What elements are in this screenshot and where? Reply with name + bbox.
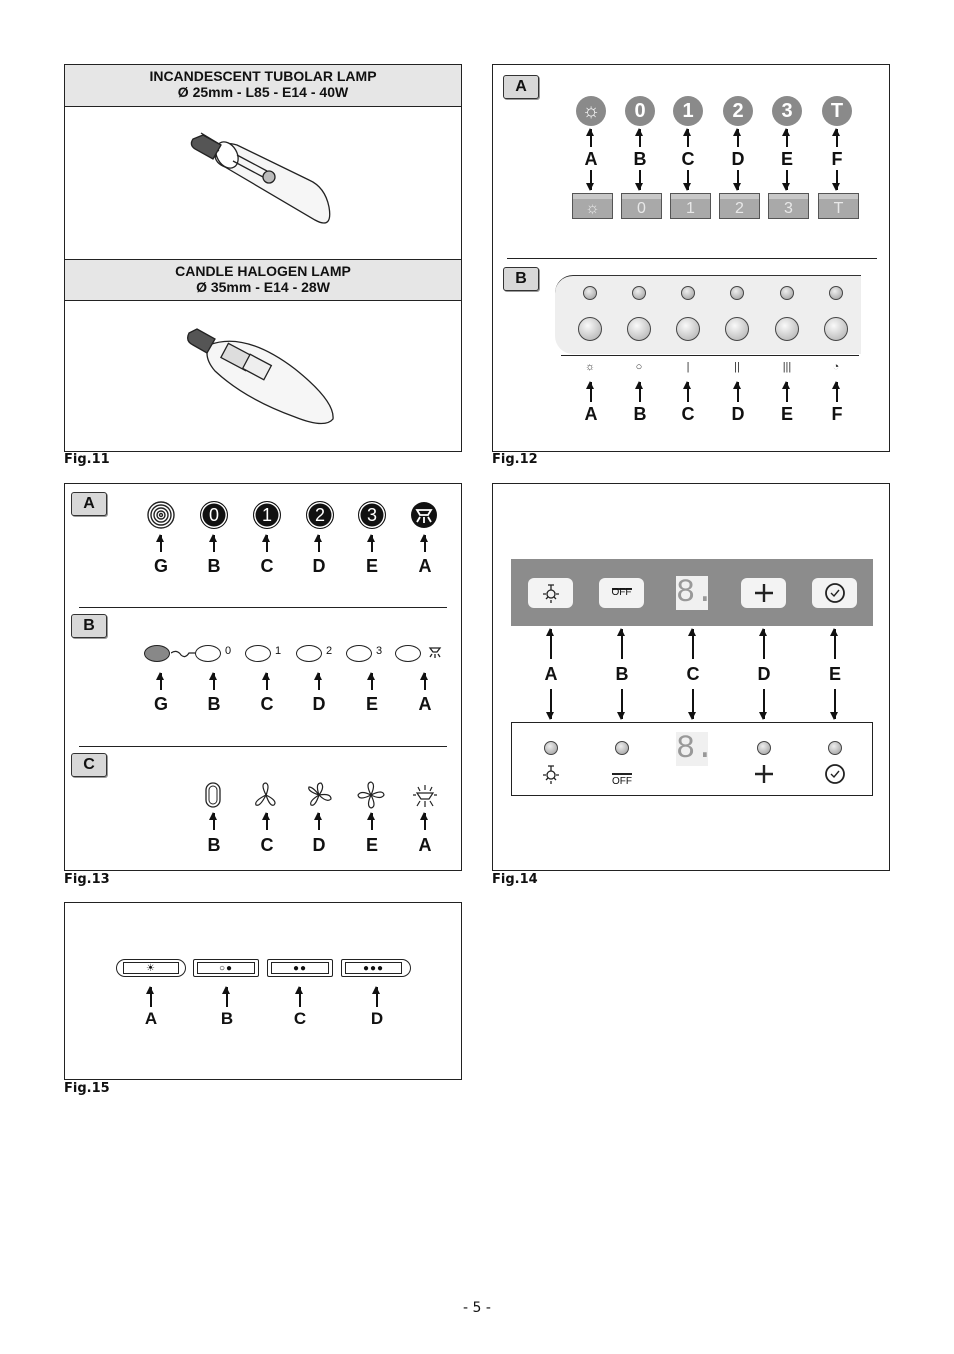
seven-segment-display: 8. — [676, 574, 715, 611]
fig13-c-label: D — [312, 835, 326, 855]
fan-4-blade-icon — [357, 781, 385, 809]
arrow — [424, 813, 426, 830]
fig14-frame — [492, 483, 890, 871]
speed-0-key: 0 — [621, 193, 662, 219]
lamp-icon — [427, 642, 443, 660]
arrow — [590, 170, 592, 190]
lamp1-header — [65, 65, 461, 107]
light-symbol: ☼ — [584, 361, 596, 373]
fig14-label: E — [828, 664, 841, 684]
arrow — [318, 673, 320, 690]
arrow — [692, 689, 694, 719]
arrow — [376, 987, 378, 1007]
fig14-label: A — [544, 664, 558, 684]
fig12-a-label: A — [584, 149, 598, 169]
fig13-b-label: E — [365, 694, 378, 714]
arrow — [763, 689, 765, 719]
arrow — [299, 987, 301, 1007]
hood-light-icon — [411, 781, 439, 809]
fig12-a-label: C — [681, 149, 695, 169]
button-face — [345, 962, 402, 974]
light-icon — [410, 501, 438, 529]
arrow — [687, 129, 689, 147]
fig15-frame — [64, 902, 462, 1080]
arrow — [737, 170, 739, 190]
plus-icon — [753, 763, 775, 785]
fig12-a-label: E — [780, 149, 793, 169]
light-key — [528, 578, 573, 608]
lamp2-spec: Ø 35mm - E14 - 28W — [196, 279, 330, 295]
speed-2-symbol: || — [734, 361, 740, 373]
fig12-a-label: B — [633, 149, 647, 169]
lamp-icon — [540, 582, 562, 604]
speed-0-icon: 0 — [200, 501, 228, 529]
arrow — [836, 170, 838, 190]
arrow — [213, 813, 215, 830]
off-label: OFF — [612, 776, 632, 787]
fig13-section-c-tag: C — [71, 753, 107, 777]
timer-t-symbol: T — [822, 96, 852, 126]
arrow — [639, 129, 641, 147]
fig13-a-label: C — [260, 556, 274, 576]
fig12-b-label: D — [731, 404, 745, 424]
speed-3-button — [341, 959, 411, 977]
arrow — [639, 382, 641, 402]
arrow — [266, 535, 268, 552]
arrow — [786, 170, 788, 190]
speed-3-icon: 3 — [358, 501, 386, 529]
one-dot-icon: ○● — [218, 963, 234, 974]
speed-1-key: 1 — [670, 193, 711, 219]
arrow — [737, 382, 739, 402]
speed-3-button — [775, 317, 799, 341]
arrow — [621, 689, 623, 719]
fan-2-blade-icon — [252, 781, 280, 809]
fig12-section-a-tag: A — [503, 75, 539, 99]
fig13-a-label: A — [418, 556, 432, 576]
oval-button-2 — [296, 645, 322, 662]
oval-button-3 — [346, 645, 372, 662]
button-face — [197, 962, 255, 974]
fig15-label: A — [144, 1009, 158, 1028]
connector-icon — [171, 647, 195, 659]
arrow — [737, 129, 739, 147]
led — [828, 741, 842, 755]
fig13-a-label: B — [207, 556, 221, 576]
page-number: - 5 - — [463, 1300, 491, 1316]
speed-1-button — [193, 959, 259, 977]
fig13-a-label: G — [153, 556, 168, 576]
light-button — [578, 317, 602, 341]
arrow — [424, 535, 426, 552]
oval-button-1 — [245, 645, 271, 662]
arrow — [550, 629, 552, 659]
fig13-a-label: E — [365, 556, 378, 576]
arrow — [160, 535, 162, 552]
speed-3-symbol: ||| — [782, 361, 792, 373]
led — [583, 286, 597, 300]
fig13-b-label: G — [153, 694, 168, 714]
fig12-b-label: F — [831, 404, 843, 424]
arrow — [621, 629, 623, 659]
three-dot-icon: ●●● — [362, 963, 385, 974]
speed-1-symbol: 1 — [673, 96, 703, 126]
g-oval-button — [144, 645, 170, 662]
arrow — [590, 382, 592, 402]
timer-key: T — [818, 193, 859, 219]
fig12-b-label: C — [681, 404, 695, 424]
arrow — [692, 629, 694, 659]
fig12-b-label: E — [780, 404, 793, 424]
fig12-frame — [492, 64, 890, 452]
fig13-section-b-tag: B — [71, 614, 107, 638]
fig13-c-label: E — [365, 835, 378, 855]
fig13-b-label: C — [260, 694, 274, 714]
arrow — [371, 535, 373, 552]
off-symbol: ○ — [635, 361, 643, 373]
lamp-icon — [540, 763, 562, 785]
oval-number: 1 — [275, 645, 282, 657]
oval-button-0 — [195, 645, 221, 662]
fig13-frame — [64, 483, 462, 871]
arrow — [213, 535, 215, 552]
light-key: ☼ — [572, 193, 613, 219]
arrow — [318, 535, 320, 552]
fig14-label: B — [615, 664, 629, 684]
arrow — [590, 129, 592, 147]
fig11-caption: Fig.11 — [64, 452, 110, 467]
fig12-divider — [507, 258, 877, 259]
off-button — [627, 317, 651, 341]
lamp1-spec: Ø 25mm - L85 - E14 - 40W — [177, 84, 349, 100]
fig13-divider — [79, 607, 447, 608]
oval-button-light — [395, 645, 421, 662]
fig15-label: C — [293, 1009, 307, 1028]
led — [681, 286, 695, 300]
arrow — [836, 129, 838, 147]
button-face — [271, 962, 329, 974]
speed-1-button — [676, 317, 700, 341]
arrow — [550, 689, 552, 719]
fig12-a-label: F — [831, 149, 843, 169]
fig13-caption: Fig.13 — [64, 872, 110, 887]
fig14-caption: Fig.14 — [492, 872, 538, 887]
led — [780, 286, 794, 300]
speed-0-symbol: 0 — [625, 96, 655, 126]
off-key — [599, 578, 644, 608]
arrow — [371, 813, 373, 830]
fig13-c-label: C — [260, 835, 274, 855]
fig14-label: D — [757, 664, 771, 684]
arrow — [836, 382, 838, 402]
fig13-c-label: B — [207, 835, 221, 855]
oval-number: 0 — [225, 645, 232, 657]
clock-icon — [824, 763, 846, 785]
led — [829, 286, 843, 300]
speed-3-symbol: 3 — [772, 96, 802, 126]
arrow — [150, 987, 152, 1007]
arrow — [160, 673, 162, 690]
arrow — [786, 382, 788, 402]
speed-2-key: 2 — [719, 193, 760, 219]
plus-icon — [753, 582, 775, 604]
speed-2-button — [725, 317, 749, 341]
timer-key — [812, 578, 857, 608]
speed-1-icon: 1 — [253, 501, 281, 529]
speed-2-button — [267, 959, 333, 977]
arrow — [318, 813, 320, 830]
fig12-panel-bottom — [561, 355, 859, 356]
fig13-b-label: D — [312, 694, 326, 714]
fig12-b-label: B — [633, 404, 647, 424]
arrow — [687, 382, 689, 402]
arrow — [786, 129, 788, 147]
lamp2-title: CANDLE HALOGEN LAMP — [175, 263, 351, 279]
arrow — [226, 987, 228, 1007]
arrow — [266, 813, 268, 830]
fig15-label: D — [370, 1009, 384, 1028]
fig12-b-panel — [555, 275, 861, 354]
speed-2-symbol: 2 — [723, 96, 753, 126]
arrow — [834, 629, 836, 659]
fig13-divider — [79, 746, 447, 747]
fig14-label: C — [686, 664, 700, 684]
fig12-a-label: D — [731, 149, 745, 169]
seven-segment-display: 8. — [676, 730, 715, 767]
arrow — [639, 170, 641, 190]
arrow — [371, 673, 373, 690]
speed-1-symbol: | — [686, 361, 690, 373]
tubular-lamp-illustration — [185, 125, 345, 235]
light-symbol: ☼ — [576, 96, 606, 126]
led — [757, 741, 771, 755]
arrow — [834, 689, 836, 719]
oval-number: 3 — [376, 645, 383, 657]
fig15-label: B — [220, 1009, 234, 1028]
arrow — [213, 673, 215, 690]
oval-number: 2 — [326, 645, 333, 657]
led — [632, 286, 646, 300]
led — [615, 741, 629, 755]
spiral-icon — [147, 501, 175, 529]
button-face — [123, 962, 179, 974]
arrow — [687, 170, 689, 190]
fig12-caption: Fig.12 — [492, 452, 538, 467]
speed-2-icon: 2 — [306, 501, 334, 529]
fig12-b-label: A — [584, 404, 598, 424]
two-dot-icon: ●● — [292, 963, 308, 974]
fig13-section-a-tag: A — [71, 492, 107, 516]
fig12-section-b-tag: B — [503, 267, 539, 291]
led — [544, 741, 558, 755]
fig13-b-label: B — [207, 694, 221, 714]
arrow — [424, 673, 426, 690]
timer-symbol: ◔ — [832, 361, 840, 373]
fan-3-blade-icon — [305, 781, 333, 809]
light-button — [116, 959, 186, 977]
fig13-b-label: A — [418, 694, 432, 714]
arrow — [266, 673, 268, 690]
fig15-caption: Fig.15 — [64, 1081, 110, 1096]
speed-3-key: 3 — [768, 193, 809, 219]
timer-button — [824, 317, 848, 341]
zero-speed-icon — [203, 781, 223, 809]
minus-bar — [612, 773, 632, 775]
lamp1-title: INCANDESCENT TUBOLAR LAMP — [149, 68, 377, 84]
clock-icon — [824, 582, 846, 604]
fig11-frame — [64, 64, 462, 452]
fig13-c-label: A — [418, 835, 432, 855]
led — [730, 286, 744, 300]
lamp2-header — [65, 259, 461, 301]
fig13-a-label: D — [312, 556, 326, 576]
arrow — [763, 629, 765, 659]
candle-lamp-illustration — [185, 321, 345, 431]
plus-key — [741, 578, 786, 608]
off-label: OFF — [611, 587, 632, 598]
sun-icon: ☀ — [146, 963, 156, 974]
